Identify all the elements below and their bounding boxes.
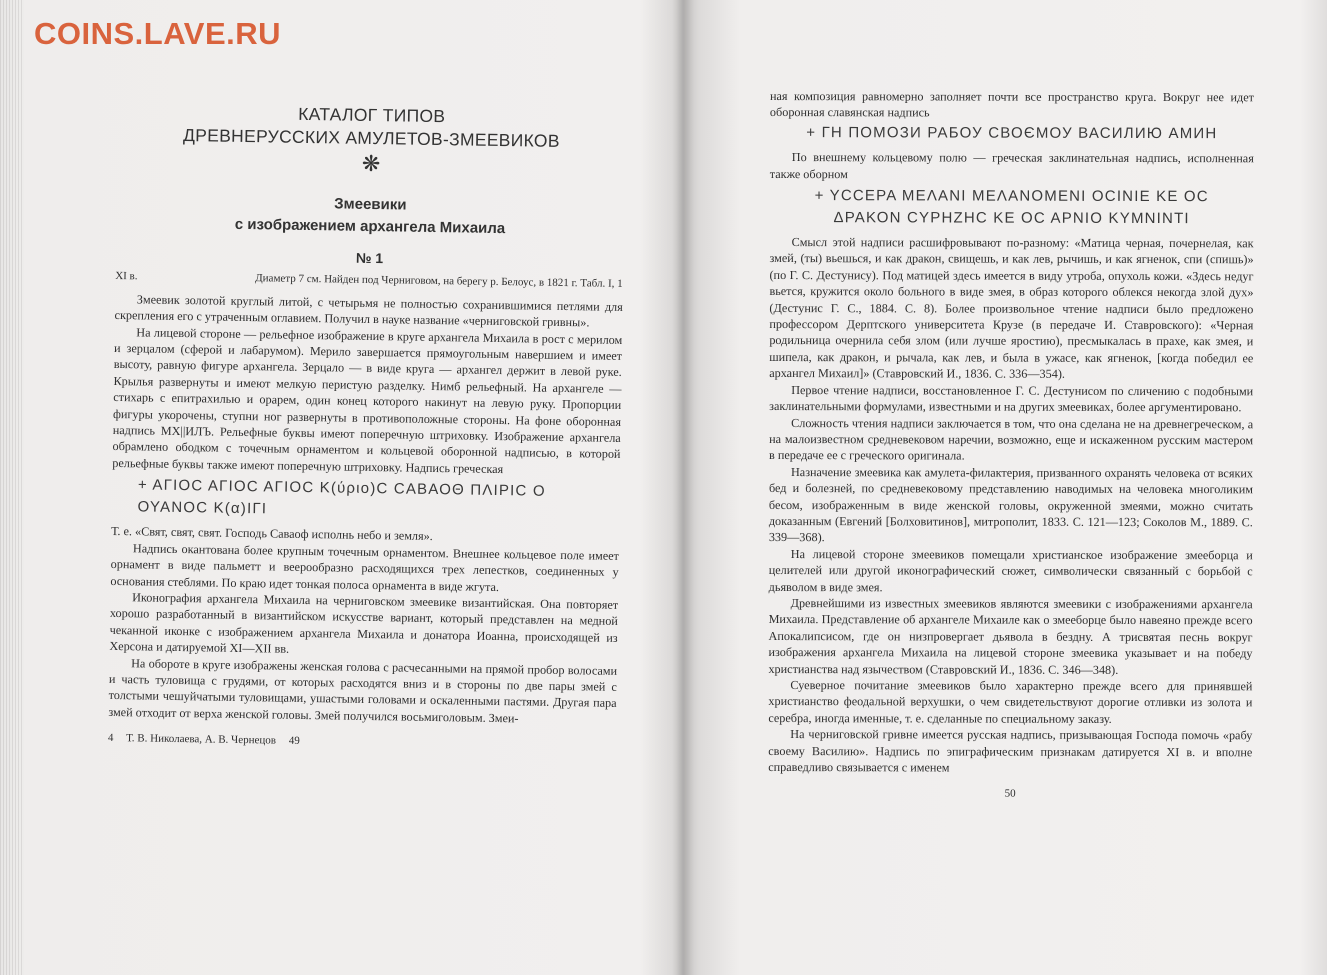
item-dimensions: Диаметр 7 см. Найден под Черниговом, на берегу р. Белоус, в 1821 г. Табл. I, 1: [255, 271, 623, 290]
paragraph: ная композиция равномерно заполняет почти все пространство круга. Вокруг нее идет оборонная славянская надпись: [769, 89, 1254, 120]
book-gutter: [672, 0, 694, 975]
signature-mark: 4: [107, 732, 114, 745]
item-number: № 1: [355, 250, 384, 267]
ornament-star: ❋: [361, 150, 381, 177]
item-century: XI в.: [115, 269, 138, 283]
section-heading-line2: с изображением архангела Михаила: [234, 216, 506, 238]
paragraph: Змеевик золотой круглый литой, с четырьмя не полностью сохранившимися петлями для скрепления его с утраченным оглавием. Получил в науке название «черниговской гривны».: [114, 292, 623, 330]
right-page: [768, 88, 1254, 803]
translation-paragraph: Т. е. «Свят, свят, свят. Господь Саваоф исполнь небо и земля».: [111, 524, 433, 544]
page-footer: [108, 730, 616, 754]
page-edges: [0, 0, 24, 975]
watermark: COINS.LAVE.RU: [34, 16, 282, 51]
paragraph: Надпись окантована более крупным точечным орнаментом. Внешнее кольцевое поле имеет орнамент в виде пальметт и веерообразно расходящихся трех лепестков, соединенных у основания стеблями. По краю идет тонкая полоса орнамента в виде жгута.: [110, 540, 620, 594]
paragraph: Первое чтение надписи, восстановленное Г. С. Дестунисом по сличению с подобными заклинательными формулами, известными и на других змеевиках, более аргументировано.: [769, 382, 1254, 415]
greek-spell-line1: + ΥϹϹΕΡΑ ΜΕΛΑΝΙ ΜΕΛΑΝΟΜΕΝΙ ΟϹΙΝΙΕ ΚΕ ΟϹ: [814, 187, 1209, 206]
paragraph: Иконография архангела Михаила на черниговском змеевике византийская. Она повторяет хорошо разработанный в византийском искусстве вариант, который представлен на медной чеканной иконке с изображением архангела Михаила и донатора Иоанна, происходящей из Херсона и датируемой XI—XII вв.: [109, 590, 619, 656]
greek-spell-line2: ΔΡΑΚΟΝ ϹΥΡΗΖΗϹ ΚΕ ΟϹ ΑΡΝΙΟ ΚΥΜΝΙΝΤΙ: [833, 209, 1190, 228]
footer-authors: Т. В. Николаева, А. В. Чернецов: [126, 732, 277, 747]
greek-inscription-line2: ΟΥΑΝΟϹ Κ(α)ΙΓΙ: [137, 498, 268, 518]
paragraph: Сложность чтения надписи заключается в том, что она сделана не на древнегреческом, а на малоизвестном средневековом наречии, возможно, еще и искаженном русским мастером в передаче ее с греческого оригинала.: [769, 415, 1254, 463]
paragraph: Суеверное почитание змеевиков было характерно прежде всего для принявшей христианство феодальной верхушки, о чем свидетельствуют дорогие отливки из золота и серебра, иногда именные, т. е. сделанные по специальному заказу.: [768, 678, 1253, 726]
section-heading-line1: Змеевики: [334, 195, 407, 214]
page-number: 50: [1004, 788, 1016, 801]
paragraph: Смысл этой надписи расшифровывают по-разному: «Матица черная, почернелая, как змей, (ты) вьешься, и как дракон, свищешь, и как лев, рычишь, и как ягненок, спи (спишь)» (по Г. С. Дестунису). Под матицей здесь имеется в виду утроба, опухоль кожи. «Здесь недуг вьется, кружится около больного в виде змея, в образ которого облекся некогда злой дух» (Дестунис Г. С., 1884. С. 8). Более произвольное чтение надписи было предложено профессором Дерптского университета Крузе (в передаче И. Ставровского): «Черная родильница очернила себя злом (или лучше яростию), пресмыкалась в прахе, как змея, и шипела, как дракон, и рычала, как лев, и была в ужасе, как ягненок, [когда победил ее архангел Михаил]» (Ставровский И., 1836. С. 336—354).: [769, 235, 1254, 382]
paragraph: На обороте в круге изображены женская голова с расчесанными на прямой пробор волосами и часть туловища с грудями, от которых расходятся вниз и в стороны по две пары змей с толстыми чешуйчатыми туловищами, ушастыми головами и оскаленными пастями. Другая пара змей отходит от верха женской головы. Змей получился восьмиголовым. Змеи-: [108, 655, 618, 726]
slavonic-inscription: + ГН ПОМОЗИ РАБОУ СВОЄМОУ ВАСИЛИЮ АМИН: [806, 123, 1218, 142]
paragraph: На лицевой стороне змеевиков помещали христианское изображение змееборца и целителей или другой иконографический сюжет, символически связанный с борьбой с дьяволом в виде змея.: [768, 546, 1253, 594]
paragraph: Назначение змеевика как амулета-филактерия, призванного охранять человека от всяких бед и болезней, по средневековому представлению наводимых на человека многоликим бесом, изображенным в виде женской головы, окруженной змеями, можно считать доказанным (Евгений [Болховитинов], митрополит, 1833. С. 121—123; Соколов М., 1889. С. 339—368).: [768, 464, 1254, 545]
catalog-title-line2: ДРЕВНЕРУССКИХ АМУЛЕТОВ-ЗМЕЕВИКОВ: [182, 125, 560, 151]
page-number: 49: [288, 734, 300, 748]
left-page: [108, 100, 626, 754]
catalog-title-line1: КАТАЛОГ ТИПОВ: [298, 103, 446, 127]
paragraph: По внешнему кольцевому полю — греческая заклинательная надпись, исполненная также оборном: [769, 150, 1254, 181]
paragraph: На черниговской гривне имеется русская надпись, призывающая Господа помочь «рабу своему Василию». Надпись по эпиграфическим признакам датируется XI в. и вполне справедливо связывается с именем: [768, 727, 1253, 775]
paragraph: На лицевой стороне — рельефное изображение в круге архангела Михаила в рост с мерилом и зерцалом (сферой и лабарумом). Мерило завершается прямоугольным навершием и имеет высоту, равную фигуре архангела. Зерцало — в виде круга — архангел держит в левой руке. Крылья развернуты и имеют мелкую перистую разделку. Нимб рельефный. На архангеле — стихарь с епитрахилью и орарем, один конец которого накинут на левую руку. Пропорции фигуры укорочены, ступни ног развернуты в противоположные стороны. На фоне оборонная надпись МХ||ИЛЪ. Рельефные буквы имеют поперечную штриховку. Изображение архангела обрамлено ободком с точечным орнаментом и кольцевой оборонной надписью, в которой рельефные буквы также имеют поперечную штриховку. Надпись греческая: [112, 324, 623, 476]
greek-inscription-line1: + ΑΓΙΟϹ ΑΓΙΟϹ ΑΓΙΟϹ Κ(ύριο)Ϲ ϹΑΒΑΟΘ ΠΛΙΡΙϹ Ο: [137, 476, 546, 501]
item-meta: [115, 269, 623, 291]
paragraph: Древнейшими из известных змеевиков являются змеевики с изображениями архангела Михаила. Представление об архангеле Михаиле как о змееборце было навеяно прежде всего Апокалипсисом, где он низпровергает дьявола в бездну. А трисвятая песнь вокруг изображения архангела Михаила на лицевой стороне змеевика указывает и на победу христианства над язычеством (Ставровский И., 1836. С. 346—348).: [768, 596, 1253, 677]
